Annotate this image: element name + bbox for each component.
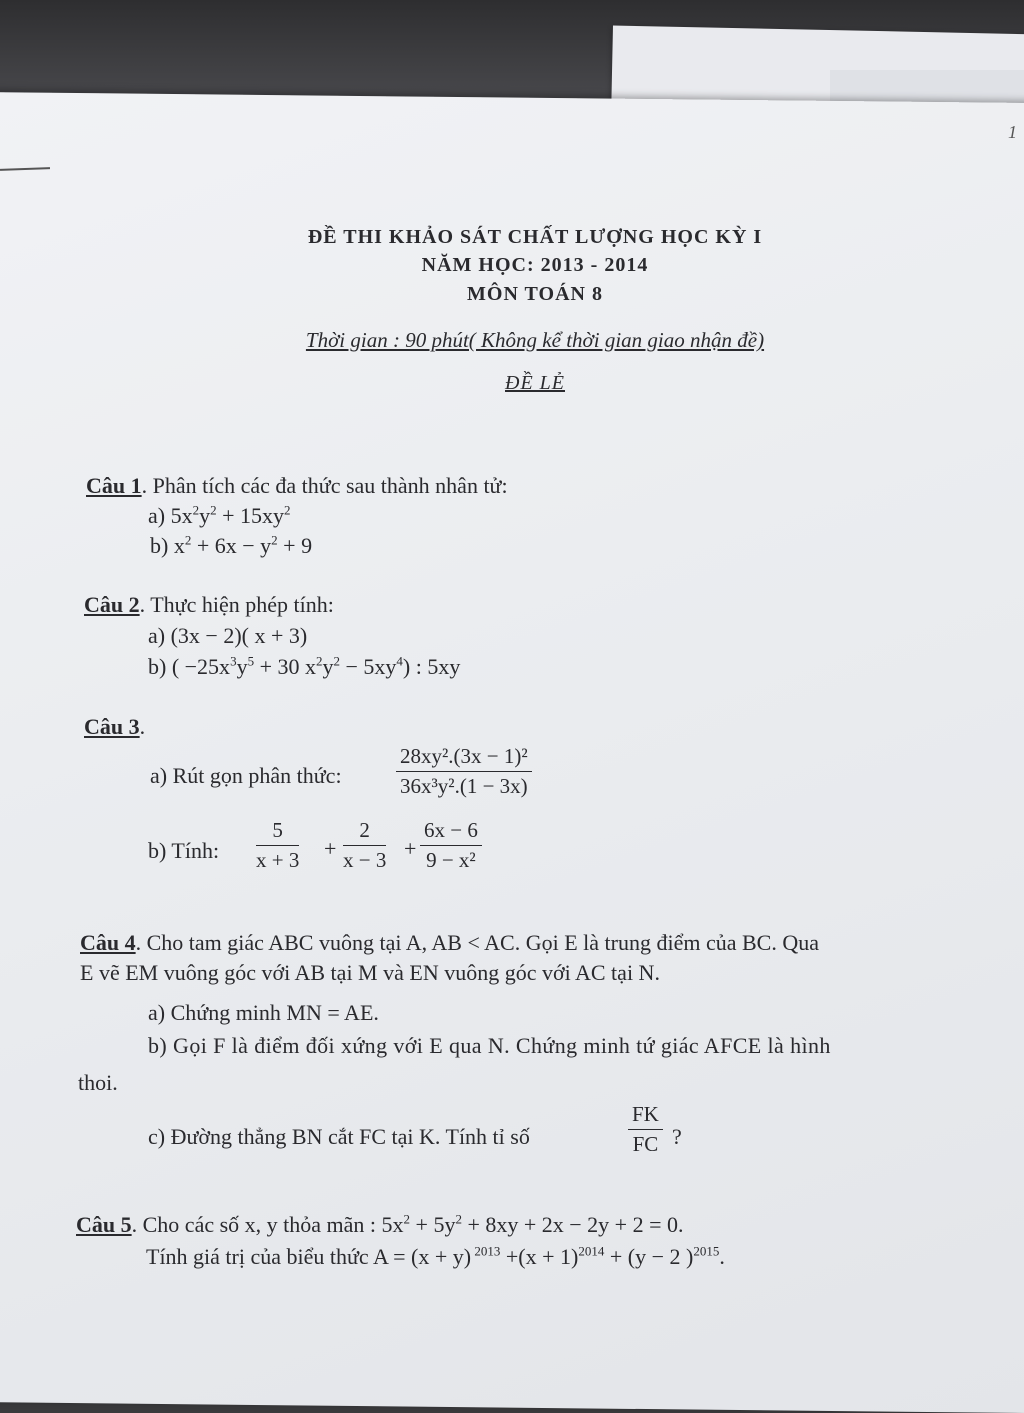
question-2-label: Câu 2: [84, 592, 140, 617]
question-2: [84, 592, 334, 618]
question-5-label: Câu 5: [76, 1212, 132, 1237]
question-4a: a) Chứng minh MN = AE.: [148, 1000, 379, 1025]
question-5-expression: Tính giá trị của biểu thức A = (x + y) $^{2013} +(x + 1)^{2014} + (y - 2$ )$^{2015}$.: [146, 1243, 725, 1269]
question-2a: a) (3x − 2)( x + 3): [148, 623, 308, 648]
question-3b-fraction-1: [256, 818, 299, 873]
plus-sign-1: +: [324, 836, 337, 861]
school-year: NĂM HỌC: 2013 - 2014: [421, 254, 649, 276]
question-1a-label: a): [148, 503, 171, 528]
question-2b-expression: ( $-25x^3y^5 + 30$ $x^2y^2 - 5xy^4$) : 5xy: [171, 653, 461, 679]
question-3-label: Câu 3: [84, 714, 140, 739]
question-3b-fraction-2: [343, 818, 386, 873]
question-4-label: Câu 4: [80, 930, 136, 955]
fraction-2-denominator: x − 3: [343, 848, 387, 872]
fraction-1-denominator: x + 3: [256, 848, 300, 872]
question-5-intro: . Cho các số x, y thỏa mãn :: [131, 1212, 382, 1237]
question-1-label: Câu 1: [86, 473, 142, 498]
question-1a: [148, 503, 291, 529]
question-3a-text: a) Rút gọn phân thức:: [150, 763, 342, 788]
question-5: [76, 1212, 684, 1238]
question-2b-label: b): [148, 654, 172, 679]
question-3b-fraction-3: [420, 818, 482, 873]
question-4: [80, 930, 819, 956]
question-4-intro-1: . Cho tam giác ABC vuông tại A, AB < AC. Gọi E là trung điểm của BC. Qua: [135, 930, 819, 955]
question-4c-denominator: FC: [632, 1132, 659, 1156]
fraction-1-numerator: 5: [256, 818, 299, 846]
question-4-intro-2: E vẽ EM vuông góc với AB tại M và EN vuông góc với AC tại N.: [80, 960, 660, 985]
question-3a-denominator: 36x³y².(1 − 3x): [400, 774, 528, 798]
question-3a-fraction: [396, 744, 532, 799]
exam-version: ĐỀ LẺ: [505, 372, 565, 394]
question-4c-numerator: FK: [628, 1102, 663, 1130]
exam-time: Thời gian : 90 phút( Không kể thời gian giao nhận đề): [305, 328, 765, 352]
page-number: 1: [1008, 122, 1017, 142]
question-4b-line-2: thoi.: [78, 1070, 118, 1095]
question-1-prompt: . Phân tích các đa thức sau thành nhân tử:: [141, 473, 508, 498]
question-1b-label: b): [150, 533, 174, 558]
fraction-2-numerator: 2: [343, 818, 386, 846]
fraction-3-denominator: 9 − x²: [426, 848, 476, 872]
question-5-equation: $5x^2 + 5y^2 + 8xy + 2x - 2y + 2 = 0$.: [381, 1211, 684, 1237]
question-2b: [148, 654, 460, 680]
question-3b-text: b) Tính:: [148, 838, 220, 863]
question-3a-numerator: 28xy².(3x − 1)²: [396, 744, 532, 772]
question-4c-end: ?: [672, 1124, 682, 1149]
question-4c-text: c) Đường thẳng BN cắt FC tại K. Tính tỉ số: [148, 1124, 530, 1149]
question-4c-fraction: [628, 1102, 663, 1157]
question-5-line2: Tính giá trị của biểu thức A = (x + y): [146, 1244, 472, 1269]
exam-title: ĐỀ THI KHẢO SÁT CHẤT LƯỢNG HỌC KỲ I: [307, 226, 763, 248]
fraction-3-numerator: 6x − 6: [420, 818, 482, 846]
question-1b: [150, 533, 312, 559]
question-1b-expression: $x^2 + 6x - y^2 + 9$: [173, 532, 313, 558]
question-4b-line-1: b) Gọi F là điểm đối xứng với E qua N. Chứng minh tứ giác AFCE là hình: [148, 1033, 831, 1058]
subject: MÔN TOÁN 8: [467, 283, 603, 305]
question-1a-expression: $5x^2y^2 + 15xy^2$: [170, 502, 291, 528]
plus-sign-2: +: [404, 836, 417, 861]
question-1: [86, 473, 508, 499]
question-3: [84, 714, 145, 740]
question-2-prompt: . Thực hiện phép tính:: [139, 592, 334, 617]
question-3-suffix: .: [139, 714, 146, 739]
